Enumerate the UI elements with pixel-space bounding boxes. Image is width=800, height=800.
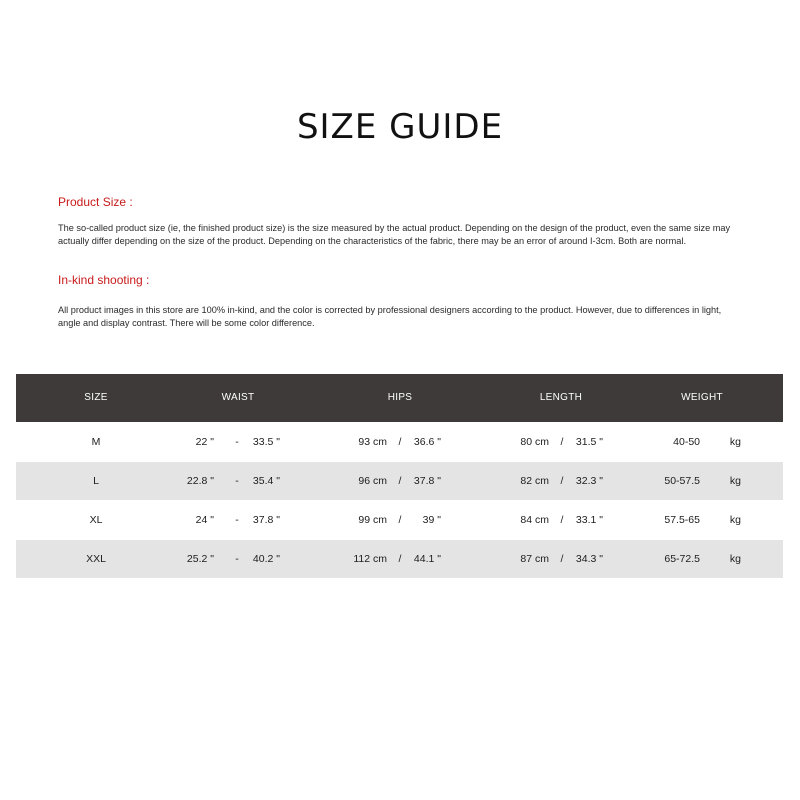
weight-unit: kg [729, 553, 741, 565]
size-cell: M [91, 436, 101, 448]
waist-max-cell: 40.2 " [252, 553, 280, 565]
length-separator: / [560, 475, 564, 487]
hips-separator: / [398, 553, 402, 565]
weight-cell: 65-72.5 [664, 553, 700, 565]
table-row [16, 501, 783, 539]
waist-min-cell: 24 " [195, 514, 214, 526]
hips-separator: / [398, 514, 402, 526]
waist-separator: - [235, 436, 239, 448]
header-hips: HIPS [387, 392, 413, 403]
product-size-heading: Product Size : [58, 195, 133, 209]
hips-separator: / [398, 475, 402, 487]
hips-inch-cell: 39 " [422, 514, 441, 526]
waist-separator: - [235, 475, 239, 487]
length-cm-cell: 80 cm [520, 436, 549, 448]
length-cm-cell: 84 cm [520, 514, 549, 526]
length-separator: / [560, 436, 564, 448]
weight-cell: 50-57.5 [664, 475, 700, 487]
header-size: SIZE [84, 392, 108, 403]
length-inch-cell: 32.3 " [575, 475, 603, 487]
weight-unit: kg [729, 436, 741, 448]
hips-inch-cell: 37.8 " [413, 475, 441, 487]
size-table-header [16, 374, 783, 422]
size-cell: XXL [86, 553, 106, 565]
waist-max-cell: 35.4 " [252, 475, 280, 487]
hips-cm-cell: 93 cm [358, 436, 387, 448]
size-cell: L [93, 475, 99, 487]
waist-min-cell: 22.8 " [186, 475, 214, 487]
in-kind-shooting-text: All product images in this store are 100% in-kind, and the color is corrected by professional designers according to the product. However, due to differences in light, angle and display contrast. There will be some color difference. [58, 305, 722, 328]
hips-cm-cell: 99 cm [358, 514, 387, 526]
in-kind-shooting-heading: In-kind shooting : [58, 273, 150, 287]
length-separator: / [560, 553, 564, 565]
size-cell: XL [89, 514, 103, 526]
product-size-text: The so-called product size (ie, the finished product size) is the size measured by the actual product. Depending on the design of the product, even the same size may actually differ depending on the size of the product. Depending on the characteristics of the fabric, there may be an error of around I-3cm. Both are normal. [58, 223, 731, 246]
hips-inch-cell: 36.6 " [413, 436, 441, 448]
waist-separator: - [235, 514, 239, 526]
waist-separator: - [235, 553, 239, 565]
hips-cm-cell: 112 cm [353, 553, 387, 565]
weight-cell: 40-50 [673, 436, 700, 448]
table-row [16, 540, 783, 578]
length-inch-cell: 34.3 " [575, 553, 603, 565]
length-inch-cell: 31.5 " [575, 436, 603, 448]
table-row [16, 423, 783, 461]
weight-cell: 57.5-65 [664, 514, 700, 526]
page-title: SIZE GUIDE [296, 107, 504, 147]
weight-unit: kg [729, 475, 741, 487]
waist-max-cell: 33.5 " [252, 436, 280, 448]
waist-min-cell: 25.2 " [186, 553, 214, 565]
size-table [16, 374, 783, 578]
header-length: LENGTH [539, 392, 583, 403]
weight-unit: kg [729, 514, 741, 526]
hips-cm-cell: 96 cm [358, 475, 387, 487]
length-inch-cell: 33.1 " [575, 514, 603, 526]
waist-max-cell: 37.8 " [252, 514, 280, 526]
header-waist: WAIST [221, 392, 255, 403]
hips-separator: / [398, 436, 402, 448]
table-row [16, 462, 783, 500]
hips-inch-cell: 44.1 " [413, 553, 441, 565]
waist-min-cell: 22 " [195, 436, 214, 448]
length-separator: / [560, 514, 564, 526]
length-cm-cell: 87 cm [520, 553, 549, 565]
header-weight: WEIGHT [681, 392, 723, 403]
length-cm-cell: 82 cm [520, 475, 549, 487]
